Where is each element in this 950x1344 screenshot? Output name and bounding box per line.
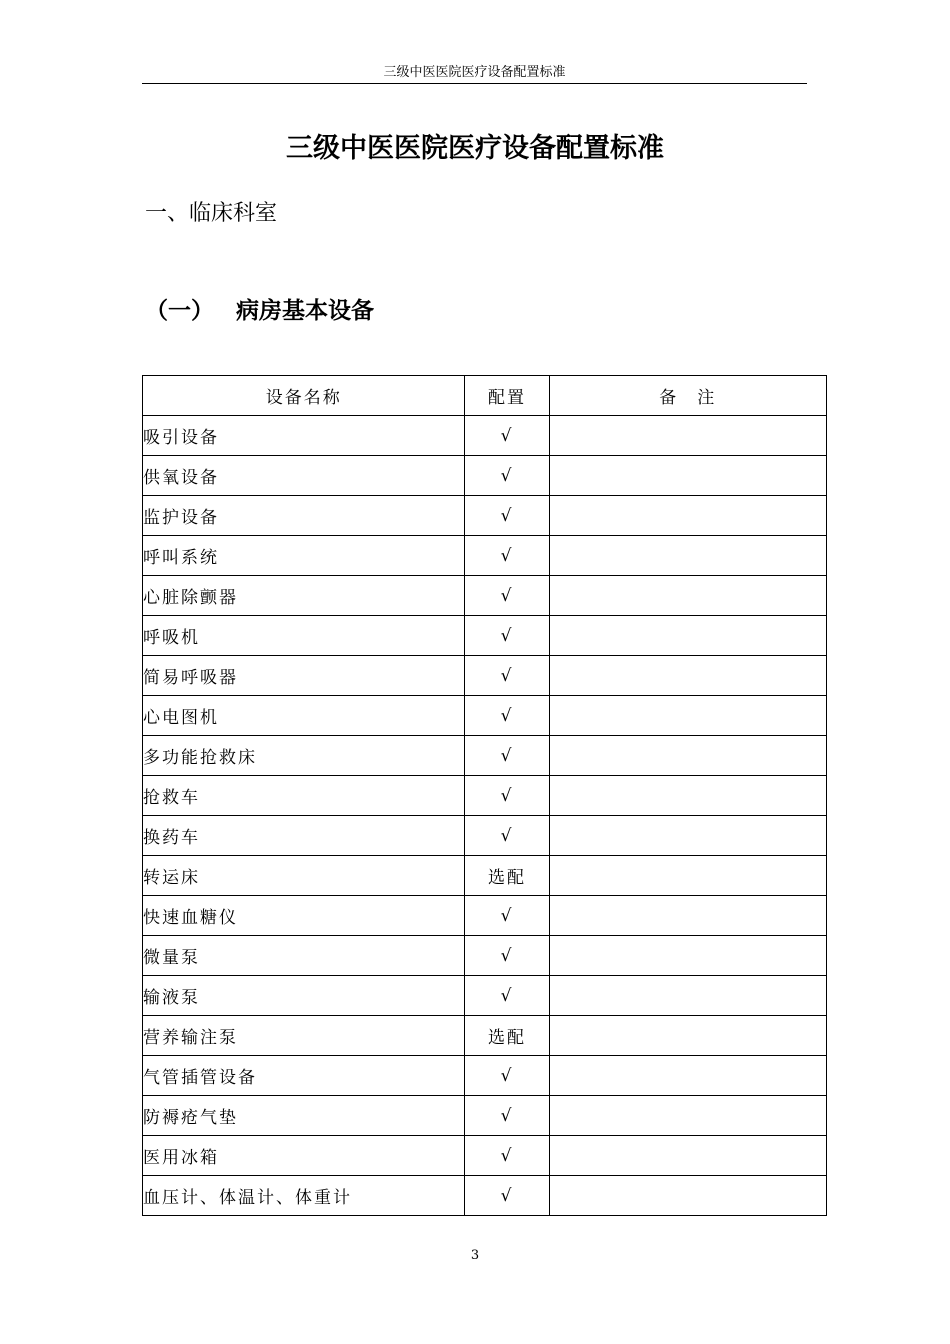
header-rule — [142, 83, 807, 84]
equipment-name-cell: 营养输注泵 — [143, 1016, 465, 1056]
configuration-cell: √ — [465, 936, 549, 976]
table-header-row — [143, 376, 827, 416]
subsection-number: （一） — [145, 298, 214, 324]
remark-cell — [549, 576, 826, 616]
equipment-name-cell: 呼吸机 — [143, 616, 465, 656]
running-header: 三级中医医院医疗设备配置标准 — [383, 65, 566, 80]
configuration-cell: √ — [465, 976, 549, 1016]
remark-cell — [549, 1056, 826, 1096]
equipment-table — [142, 375, 827, 1216]
equipment-name-cell: 换药车 — [143, 816, 465, 856]
equipment-name-cell: 呼叫系统 — [143, 536, 465, 576]
equipment-name-cell: 心脏除颤器 — [143, 576, 465, 616]
equipment-name-cell: 简易呼吸器 — [143, 656, 465, 696]
remark-cell — [549, 896, 826, 936]
configuration-cell: √ — [465, 536, 549, 576]
table-row — [143, 696, 827, 736]
configuration-cell: √ — [465, 656, 549, 696]
equipment-name-cell: 医用冰箱 — [143, 1136, 465, 1176]
table-row — [143, 456, 827, 496]
equipment-name-cell: 防褥疮气垫 — [143, 1096, 465, 1136]
table-row — [143, 536, 827, 576]
table-row — [143, 816, 827, 856]
table-row — [143, 1056, 827, 1096]
table-body — [143, 416, 827, 1216]
equipment-name-cell: 快速血糖仪 — [143, 896, 465, 936]
table-row — [143, 616, 827, 656]
configuration-cell: √ — [465, 1136, 549, 1176]
remark-cell — [549, 536, 826, 576]
remark-cell — [549, 816, 826, 856]
remark-cell — [549, 936, 826, 976]
table-row — [143, 496, 827, 536]
table-row — [143, 656, 827, 696]
remark-cell — [549, 696, 826, 736]
configuration-cell: √ — [465, 1056, 549, 1096]
remark-cell — [549, 856, 826, 896]
equipment-name-cell: 心电图机 — [143, 696, 465, 736]
equipment-name-cell: 转运床 — [143, 856, 465, 896]
table-row — [143, 896, 827, 936]
remark-cell — [549, 776, 826, 816]
table-row — [143, 1176, 827, 1216]
header-configuration: 配置 — [465, 376, 549, 416]
table-row — [143, 1016, 827, 1056]
remark-cell — [549, 1136, 826, 1176]
remark-cell — [549, 656, 826, 696]
table-row — [143, 776, 827, 816]
configuration-cell: √ — [465, 1096, 549, 1136]
equipment-name-cell: 监护设备 — [143, 496, 465, 536]
configuration-cell: √ — [465, 896, 549, 936]
subsection-title: 病房基本设备 — [236, 298, 374, 324]
table-row — [143, 576, 827, 616]
remark-cell — [549, 1176, 826, 1216]
remark-cell — [549, 456, 826, 496]
configuration-cell: √ — [465, 776, 549, 816]
remark-cell — [549, 1096, 826, 1136]
equipment-name-cell: 气管插管设备 — [143, 1056, 465, 1096]
table-row — [143, 416, 827, 456]
remark-cell — [549, 1016, 826, 1056]
equipment-name-cell: 抢救车 — [143, 776, 465, 816]
document-title: 三级中医医院医疗设备配置标准 — [286, 133, 664, 164]
table-row — [143, 1096, 827, 1136]
configuration-cell: √ — [465, 1176, 549, 1216]
remark-cell — [549, 496, 826, 536]
equipment-name-cell: 供氧设备 — [143, 456, 465, 496]
remark-cell — [549, 976, 826, 1016]
remark-cell — [549, 416, 826, 456]
configuration-cell: √ — [465, 696, 549, 736]
remark-cell — [549, 616, 826, 656]
equipment-name-cell: 输液泵 — [143, 976, 465, 1016]
remark-cell — [549, 736, 826, 776]
configuration-cell: √ — [465, 616, 549, 656]
configuration-cell: 选配 — [465, 1016, 549, 1056]
configuration-cell: 选配 — [465, 856, 549, 896]
equipment-name-cell: 血压计、体温计、体重计 — [143, 1176, 465, 1216]
configuration-cell: √ — [465, 456, 549, 496]
equipment-name-cell: 吸引设备 — [143, 416, 465, 456]
configuration-cell: √ — [465, 496, 549, 536]
section-heading: 一、临床科室 — [145, 201, 278, 226]
header-equipment-name: 设备名称 — [143, 376, 465, 416]
table-row — [143, 976, 827, 1016]
equipment-name-cell: 多功能抢救床 — [143, 736, 465, 776]
configuration-cell: √ — [465, 736, 549, 776]
table-row — [143, 1136, 827, 1176]
subsection-heading — [145, 294, 374, 328]
configuration-cell: √ — [465, 816, 549, 856]
page-number: 3 — [470, 1248, 480, 1263]
configuration-cell: √ — [465, 576, 549, 616]
table-row — [143, 856, 827, 896]
configuration-cell: √ — [465, 416, 549, 456]
header-remarks: 备 注 — [549, 376, 826, 416]
equipment-name-cell: 微量泵 — [143, 936, 465, 976]
table-row — [143, 736, 827, 776]
table-row — [143, 936, 827, 976]
